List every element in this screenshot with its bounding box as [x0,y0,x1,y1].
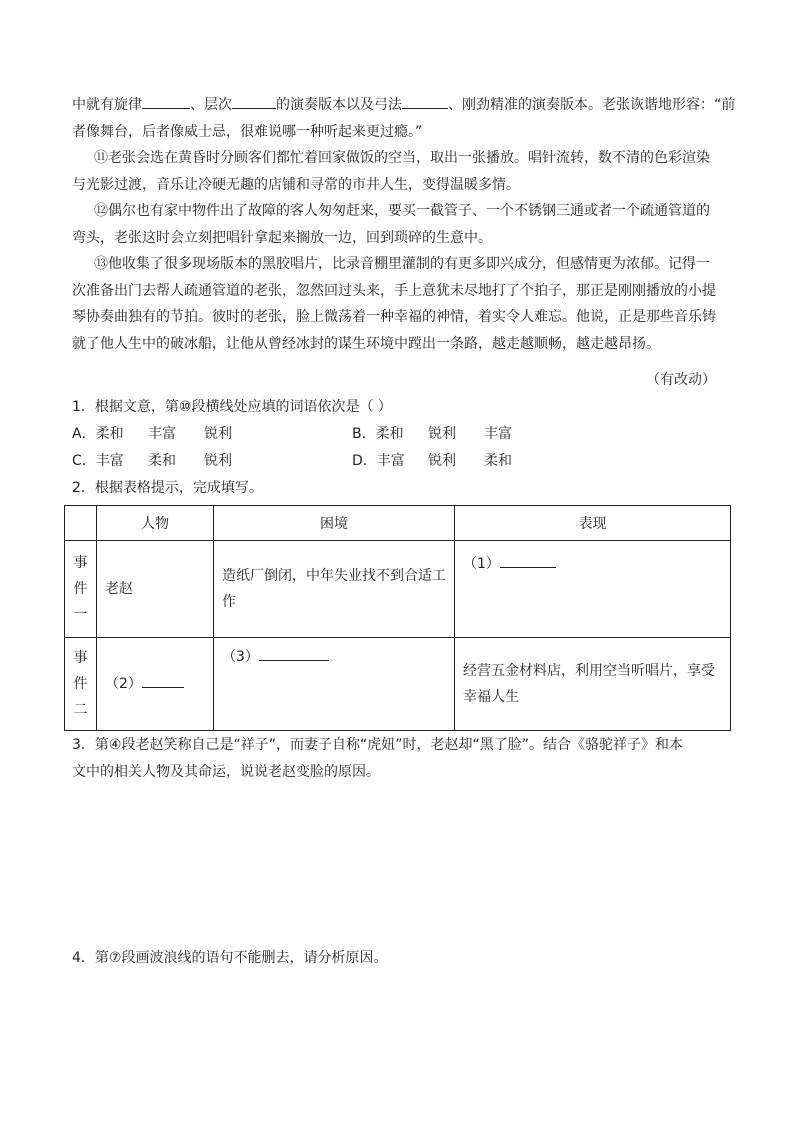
passage-line: 次准备出门去帮人疏通管道的老张，忽然回过头来，手上意犹未尽地打了个拍子，那正是刚刚播放的小提 [72,282,716,299]
table-header-corner [65,506,97,541]
question-1-stem: 1．根据文意，第⑩段横线处应填的词语依次是（ ） [72,399,392,415]
cell-answer-2[interactable]: （2） [97,638,214,731]
paragraph-12: ⑫偶尔也有家中物件出了故障的客人匆匆赶来，要买一截管子、一个不锈钢三通或者一个疏通管道的 [94,203,710,219]
paragraph-11: ⑪老张会选在黄昏时分顾客们都忙着回家做饭的空当，取出一张播放。唱针流转，数不清的色彩渲染 [94,150,710,166]
table-row [65,638,731,731]
table-header: 人物 [97,506,214,541]
passage-line: 中就有旋律 、层次 的演奏版本以及弓法 、刚劲精准的演奏版本。老张诙谐地形容：“前 [72,92,722,119]
question-3-stem: 3．第④段老赵笑称自己是“祥子”，而妻子自称“虎妞”时，老赵却“黑了脸”。结合《骆驼祥子》和本 文中的相关人物及其命运，说说老赵变脸的原因。 [72,737,683,780]
passage-line: 琴协奏曲独有的节拍。彼时的老张，脸上微荡着一种幸福的神情，着实令人难忘。他说，正是那些音乐铸 [72,309,716,325]
table-header-row [65,506,731,541]
row-label: 事件二 [65,638,97,731]
cell-person: 老赵 [97,541,214,638]
cell-answer-1[interactable]: （1） [455,541,731,638]
cell-answer-3[interactable]: （3） [214,638,455,731]
cell-show: 经营五金材料店，利用空当听唱片，享受幸福人生 [455,638,731,731]
paragraph-13: ⑬他收集了很多现场版本的黑胶唱片，比录音棚里灌制的有更多即兴成分，但感情更为浓郁。记得一 [94,256,710,272]
passage-line: 者像舞台，后者像威士忌，很难说哪一种听起来更过瘾。” [72,123,423,140]
passage-line: 与光影过渡，音乐让冷硬无趣的店铺和寻常的市井人生，变得温暖多情。 [72,176,520,193]
answer-blank[interactable] [402,94,448,109]
question-4-stem: 4．第⑦段画波浪线的语句不能删去，请分析原因。 [72,950,388,966]
answer-blank[interactable] [142,673,184,688]
table-header: 困境 [214,506,455,541]
option-c[interactable]: C．丰富 柔和 锐利 [72,453,232,469]
table-row [65,541,731,638]
option-b[interactable]: B．柔和 锐利 丰富 [352,426,512,442]
cell-plight: 造纸厂倒闭，中年失业找不到合适工作 [214,541,455,638]
answer-blank[interactable] [142,94,190,109]
option-a[interactable]: A．柔和 丰富 锐利 [72,426,232,442]
passage-line: 就了他人生中的破冰船，让他从曾经冰封的谋生环境中蹚出一条路，越走越顺畅，越走越昂扬。 [72,335,660,352]
option-d[interactable]: D．丰富 锐利 柔和 [352,453,512,469]
source-note: （有改动） [646,372,716,388]
fill-in-table [64,505,731,731]
passage-line: 弯头，老张这时会立刻把唱针拿起来搁放一边，回到琐碎的生意中。 [72,229,492,246]
table-header: 表现 [455,506,731,541]
answer-area-q4[interactable] [72,975,722,1105]
answer-blank[interactable] [232,94,276,109]
answer-area-q3[interactable] [72,790,722,940]
answer-blank[interactable] [259,646,329,661]
answer-blank[interactable] [500,553,556,568]
question-2-stem: 2．根据表格提示，完成填写。 [72,480,263,496]
row-label: 事件一 [65,541,97,638]
passage [72,92,736,357]
